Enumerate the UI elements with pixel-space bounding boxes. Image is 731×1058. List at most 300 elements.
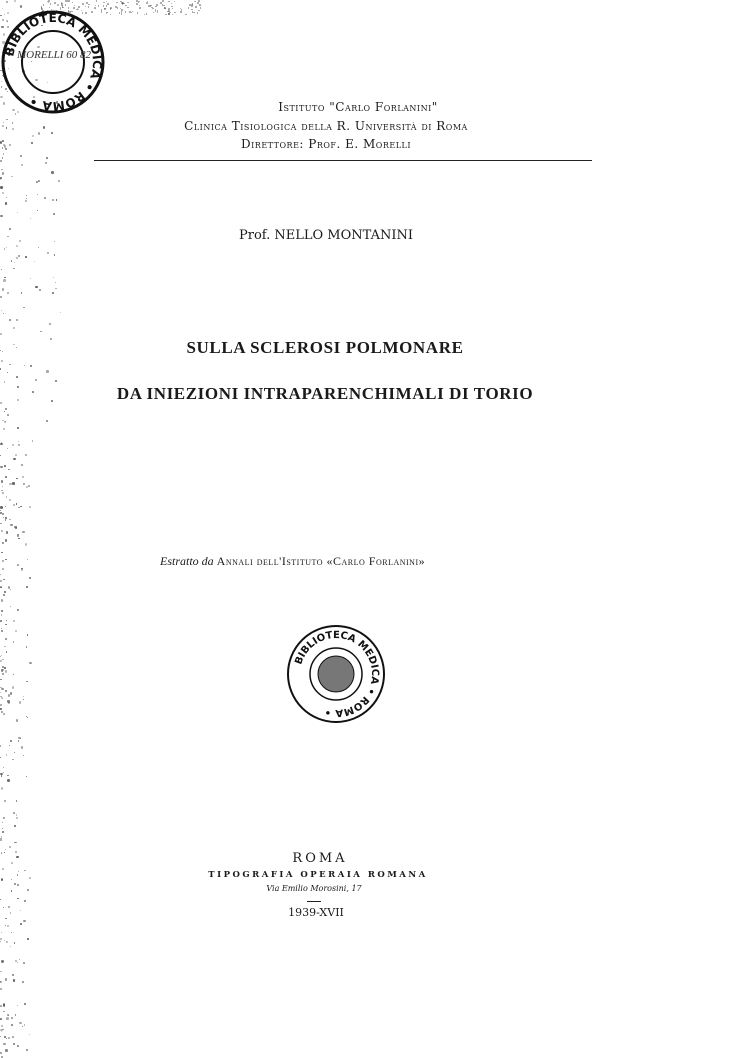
scan-speck xyxy=(1,879,3,881)
scan-speck xyxy=(0,455,1,456)
scan-speck xyxy=(200,7,202,9)
scan-speck xyxy=(195,6,197,8)
imprint-printer: TIPOGRAFIA OPERAIA ROMANA xyxy=(208,870,428,880)
scan-speck xyxy=(106,1,108,3)
scan-speck xyxy=(14,0,16,2)
scan-speck xyxy=(3,122,4,123)
scan-speck xyxy=(11,176,12,177)
stamp-emblem-icon xyxy=(318,656,354,692)
scan-speck xyxy=(23,962,25,964)
scan-speck xyxy=(0,679,1,680)
scan-speck xyxy=(1,269,2,270)
scan-speck xyxy=(5,539,7,541)
scan-speck xyxy=(146,13,148,15)
scan-speck xyxy=(4,381,5,382)
scan-speck xyxy=(22,531,24,533)
scan-speck xyxy=(199,4,201,6)
scan-speck xyxy=(3,1003,5,1005)
scan-speck xyxy=(6,119,7,120)
scan-speck xyxy=(16,814,17,815)
scan-speck xyxy=(14,942,16,944)
scan-speck xyxy=(197,12,199,14)
scan-speck xyxy=(185,14,187,16)
scan-speck xyxy=(6,496,8,498)
scan-speck xyxy=(11,1024,13,1026)
scan-speck xyxy=(14,883,16,885)
scan-speck xyxy=(15,851,17,853)
scan-speck xyxy=(5,670,7,672)
institute-line: Istituto "Carlo Forlanini" xyxy=(278,100,438,114)
scan-speck xyxy=(139,1,141,3)
scan-speck xyxy=(9,319,11,321)
scan-speck xyxy=(17,399,19,401)
scan-speck xyxy=(11,879,12,880)
scan-speck xyxy=(19,1022,21,1024)
scan-speck xyxy=(10,912,11,913)
scan-speck xyxy=(0,899,1,900)
scan-speck xyxy=(7,372,8,373)
imprint-year: 1939-XVII xyxy=(288,906,344,919)
scan-speck xyxy=(4,591,6,593)
scan-speck xyxy=(16,842,17,843)
scan-speck xyxy=(23,755,25,757)
scan-speck xyxy=(5,624,6,625)
extract-source: Annali dell'Istituto «Carlo Forlanini» xyxy=(216,554,426,568)
scan-speck xyxy=(55,288,57,290)
scan-speck xyxy=(8,702,10,704)
scan-speck xyxy=(194,1,196,3)
scan-speck xyxy=(1,530,3,532)
scan-speck xyxy=(6,1017,9,1020)
title-line-1: SULLA SCLEROSI POLMONARE xyxy=(186,338,464,357)
scan-speck xyxy=(18,441,19,442)
corner-library-stamp xyxy=(0,6,106,118)
scan-speck xyxy=(32,391,34,393)
scan-speck xyxy=(17,962,18,963)
scan-speck xyxy=(18,871,19,872)
scan-speck xyxy=(7,414,9,416)
scan-speck xyxy=(52,292,54,294)
scan-speck xyxy=(11,862,13,864)
scan-speck xyxy=(7,779,10,782)
scan-speck xyxy=(8,694,10,696)
scan-speck xyxy=(192,3,194,5)
scan-speck xyxy=(27,559,28,560)
scan-speck xyxy=(32,440,34,442)
scan-speck xyxy=(3,767,4,768)
scan-speck xyxy=(162,0,164,2)
scan-speck xyxy=(1,310,2,311)
scan-speck xyxy=(155,6,157,8)
scan-speck xyxy=(58,180,60,182)
scan-speck xyxy=(6,620,7,621)
scan-speck xyxy=(12,482,14,484)
scan-speck xyxy=(152,8,154,10)
scan-speck xyxy=(25,200,26,201)
scan-speck xyxy=(40,331,42,333)
scan-speck xyxy=(26,776,27,777)
scan-speck xyxy=(1,480,3,482)
scan-speck xyxy=(10,692,12,694)
scan-speck xyxy=(197,2,199,4)
scan-speck xyxy=(10,606,11,607)
scan-speck xyxy=(17,212,19,214)
scan-speck xyxy=(25,256,27,258)
scan-speck xyxy=(1,787,3,789)
scan-speck xyxy=(5,506,6,507)
scan-speck xyxy=(21,292,22,293)
center-stamp-ring-text: BIBLIOTECA MEDICA • ROMA • xyxy=(293,629,381,719)
scan-speck xyxy=(0,692,1,693)
scan-speck xyxy=(13,344,14,345)
scan-speck xyxy=(13,641,14,642)
scan-speck xyxy=(0,350,1,351)
scan-speck xyxy=(16,719,18,721)
scan-speck xyxy=(1,169,3,171)
scan-speck xyxy=(5,148,7,150)
scan-speck xyxy=(29,877,31,879)
scan-speck xyxy=(1,932,2,933)
scan-speck xyxy=(9,364,11,366)
scan-speck xyxy=(0,971,2,973)
scan-speck xyxy=(15,526,17,528)
scan-speck xyxy=(14,752,15,753)
scan-speck xyxy=(1,360,3,362)
scan-speck xyxy=(4,667,5,668)
scan-speck xyxy=(1,688,4,691)
scan-speck xyxy=(8,906,10,908)
scan-speck xyxy=(4,145,6,147)
scan-speck xyxy=(27,634,28,635)
scan-speck xyxy=(0,704,2,706)
scan-speck xyxy=(31,142,33,144)
scan-speck xyxy=(6,941,8,943)
scan-speck xyxy=(3,772,5,774)
scan-speck xyxy=(54,2,56,4)
scan-speck xyxy=(7,448,8,449)
scan-speck xyxy=(7,775,8,776)
director-line: Direttore: Prof. E. Morelli xyxy=(241,137,411,151)
scan-speck xyxy=(174,12,176,14)
scan-speck xyxy=(29,1034,30,1035)
scan-speck xyxy=(6,197,7,198)
extract-line xyxy=(160,554,425,569)
scan-speck xyxy=(16,257,18,259)
scan-speck xyxy=(38,180,40,182)
scan-speck xyxy=(17,884,19,886)
scan-speck xyxy=(157,12,159,14)
scan-speck xyxy=(18,740,20,742)
scan-speck xyxy=(12,122,14,124)
scan-speck xyxy=(160,3,162,5)
scan-speck xyxy=(56,199,57,200)
scan-speck xyxy=(0,160,2,162)
scan-speck xyxy=(17,427,19,429)
scan-speck xyxy=(8,586,10,588)
scan-speck xyxy=(30,365,32,367)
scan-speck xyxy=(2,351,3,352)
scan-speck xyxy=(18,444,20,446)
scan-speck xyxy=(0,1018,2,1020)
scan-speck xyxy=(23,483,25,485)
scan-speck xyxy=(29,662,31,664)
scan-speck xyxy=(16,245,19,248)
scan-speck xyxy=(125,11,127,13)
scan-speck xyxy=(1,960,3,962)
scan-speck xyxy=(2,560,4,562)
scan-speck xyxy=(5,202,7,204)
scan-speck xyxy=(17,898,19,900)
scan-speck xyxy=(51,400,53,402)
scan-speck xyxy=(2,486,3,487)
scan-speck xyxy=(15,454,17,456)
scan-speck xyxy=(110,14,112,16)
scan-speck xyxy=(2,568,4,570)
scan-speck xyxy=(4,800,6,802)
scan-speck xyxy=(45,162,47,164)
scan-speck xyxy=(38,132,40,134)
scan-speck xyxy=(3,279,5,281)
scan-speck xyxy=(192,11,194,13)
scan-speck xyxy=(3,1011,5,1013)
scan-speck xyxy=(11,1017,13,1019)
scan-speck xyxy=(21,568,22,569)
scan-speck xyxy=(13,327,14,328)
imprint-dash xyxy=(307,901,321,902)
scan-speck xyxy=(18,507,20,509)
scan-speck xyxy=(146,2,148,4)
scan-speck xyxy=(5,1049,8,1052)
scan-speck xyxy=(7,925,9,927)
scan-speck xyxy=(2,140,4,142)
scan-speck xyxy=(30,278,31,279)
scan-speck xyxy=(7,292,9,294)
scan-speck xyxy=(0,941,1,942)
scan-speck xyxy=(16,478,18,480)
scan-speck xyxy=(23,699,24,700)
scan-speck xyxy=(1,1025,3,1027)
scan-speck xyxy=(38,247,39,248)
scan-speck xyxy=(13,979,15,981)
scan-speck xyxy=(6,247,7,248)
scan-speck xyxy=(25,543,28,546)
scan-speck xyxy=(2,288,4,290)
scan-speck xyxy=(168,13,170,15)
scan-speck xyxy=(0,708,2,710)
scan-speck xyxy=(5,638,7,640)
corner-stamp-shelfmark: MORELLI 60 82 xyxy=(17,49,91,61)
scan-speck xyxy=(2,157,3,158)
scan-speck xyxy=(20,910,21,911)
scan-speck xyxy=(50,338,51,339)
header-rule xyxy=(94,160,592,161)
scan-speck xyxy=(1,552,2,553)
scan-speck xyxy=(5,559,6,560)
scan-speck xyxy=(51,132,53,134)
scan-speck xyxy=(129,11,131,13)
scan-speck xyxy=(2,542,4,544)
scan-speck xyxy=(10,946,11,947)
scan-speck xyxy=(9,499,11,501)
scan-speck xyxy=(22,1026,23,1027)
scan-speck xyxy=(19,959,20,960)
scan-speck xyxy=(3,594,5,596)
scan-speck xyxy=(46,370,48,372)
scan-speck xyxy=(121,13,123,15)
scan-speck xyxy=(23,920,25,922)
scan-speck xyxy=(1,630,3,632)
scan-speck xyxy=(21,164,22,165)
scan-speck xyxy=(14,526,15,527)
scan-speck xyxy=(6,531,8,533)
scan-speck xyxy=(9,469,10,470)
scan-speck xyxy=(26,1049,28,1051)
scan-speck xyxy=(2,492,4,494)
scan-speck xyxy=(10,524,13,527)
scan-speck xyxy=(0,466,3,469)
scan-speck xyxy=(9,519,10,520)
scan-speck xyxy=(29,506,31,508)
scan-speck xyxy=(20,923,22,925)
scan-speck xyxy=(0,506,2,508)
scan-speck xyxy=(117,7,119,9)
scan-speck xyxy=(3,713,5,715)
scan-speck xyxy=(43,126,45,128)
scan-speck xyxy=(5,978,7,980)
scan-speck xyxy=(55,380,57,382)
scan-speck xyxy=(13,458,16,461)
scan-speck xyxy=(27,938,29,940)
scan-speck xyxy=(34,261,35,262)
scan-speck xyxy=(21,746,24,749)
scan-speck xyxy=(88,4,90,6)
scan-speck xyxy=(139,7,141,9)
scan-speck xyxy=(5,918,7,920)
scan-speck xyxy=(1,610,3,612)
scan-speck xyxy=(26,586,28,588)
scan-speck xyxy=(121,11,123,13)
scan-speck xyxy=(0,574,1,575)
scan-speck xyxy=(165,14,167,16)
scan-speck xyxy=(1,599,3,601)
scan-speck xyxy=(1,1031,2,1032)
scan-speck xyxy=(27,889,29,891)
scan-speck xyxy=(0,981,2,983)
scan-speck xyxy=(139,5,141,7)
scan-speck xyxy=(4,248,6,250)
scan-speck xyxy=(193,12,195,14)
scan-speck xyxy=(16,503,17,504)
scan-speck xyxy=(0,839,2,841)
scan-speck xyxy=(20,506,22,508)
scan-speck xyxy=(119,12,121,14)
scan-speck xyxy=(17,564,19,566)
scan-speck xyxy=(11,932,12,933)
scan-speck xyxy=(35,286,37,288)
scan-speck xyxy=(0,368,1,369)
scan-speck xyxy=(136,3,138,5)
scan-speck xyxy=(60,312,61,313)
scan-speck xyxy=(65,0,67,2)
scan-speck xyxy=(0,177,2,179)
scan-speck xyxy=(1,628,2,629)
scan-speck xyxy=(3,817,5,819)
scan-speck xyxy=(115,6,117,8)
scan-speck xyxy=(3,1043,5,1045)
scan-speck xyxy=(9,745,10,746)
scan-speck xyxy=(17,1045,19,1047)
scan-speck xyxy=(0,402,2,404)
scan-speck xyxy=(1,852,3,854)
scan-speck xyxy=(171,6,173,8)
library-stamp xyxy=(284,622,388,726)
scan-speck xyxy=(52,199,54,201)
scan-speck xyxy=(0,660,2,662)
scan-speck xyxy=(0,1005,2,1007)
scan-speck xyxy=(5,690,7,692)
scan-speck xyxy=(150,5,152,7)
scan-speck xyxy=(122,3,124,5)
scan-speck xyxy=(5,408,7,410)
scan-speck xyxy=(37,210,38,211)
scan-speck xyxy=(0,988,2,990)
scan-speck xyxy=(12,686,14,688)
scan-speck xyxy=(17,536,18,537)
scan-speck xyxy=(12,128,15,131)
scan-speck xyxy=(17,386,19,388)
scan-speck xyxy=(4,852,5,853)
scan-speck xyxy=(198,0,200,2)
scan-speck xyxy=(17,1005,18,1006)
scan-speck xyxy=(0,580,2,582)
scan-speck xyxy=(4,411,5,412)
scan-speck xyxy=(15,630,17,632)
scan-speck xyxy=(0,215,2,217)
scan-speck xyxy=(24,1024,25,1025)
scan-speck xyxy=(9,228,11,230)
scan-speck xyxy=(163,5,165,7)
scan-speck xyxy=(21,464,23,466)
scan-speck xyxy=(0,523,1,524)
scan-speck xyxy=(162,4,164,6)
scan-speck xyxy=(0,620,2,622)
scan-speck xyxy=(168,1,170,3)
scan-speck xyxy=(26,681,27,682)
scan-speck xyxy=(9,483,11,485)
scan-speck xyxy=(2,831,4,833)
scan-speck xyxy=(3,907,4,908)
clinic-line: Clinica Tisiologica della R. Università di Roma xyxy=(184,119,468,133)
scan-speck xyxy=(24,900,26,902)
scan-speck xyxy=(24,1003,26,1005)
scan-speck xyxy=(172,14,174,16)
scan-speck xyxy=(3,313,4,314)
scan-speck xyxy=(13,620,15,622)
scan-speck xyxy=(16,856,18,858)
scan-speck xyxy=(0,510,1,511)
scan-speck xyxy=(2,828,3,829)
scan-speck xyxy=(9,144,11,146)
scan-speck xyxy=(26,195,27,196)
scan-speck xyxy=(46,157,47,158)
scan-speck xyxy=(0,443,2,445)
scan-speck xyxy=(54,254,55,255)
scan-speck xyxy=(13,1043,15,1045)
scan-speck xyxy=(28,485,30,487)
scan-speck xyxy=(69,0,71,2)
scan-speck xyxy=(168,10,170,12)
scan-speck xyxy=(53,213,55,215)
